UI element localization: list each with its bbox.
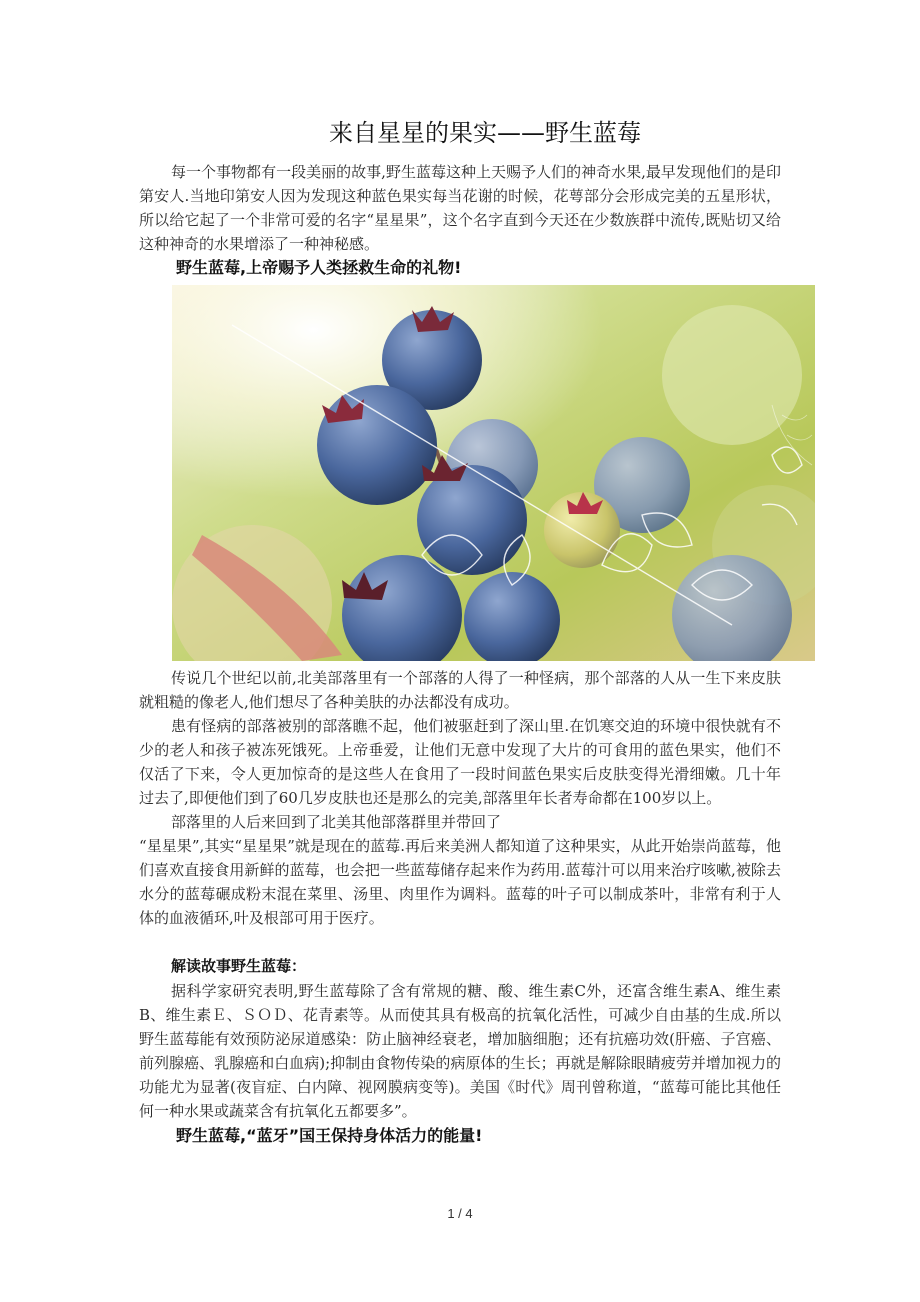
section-heading-story: 解读故事野生蓝莓： xyxy=(171,957,307,975)
document-title: 来自星星的果实——野生蓝莓 xyxy=(329,119,641,147)
page-indicator: 1 / 4 xyxy=(447,1206,473,1221)
intro-paragraph: 每一个事物都有一段美丽的故事,野生蓝莓这种上天赐予人们的神奇水果,最早发现他们的是印第安人.当地印第安人因为发现这种蓝色果实每当花谢的时候，花萼部分会形成完美的五星形状，所以给它起了一个非常可爱的名字“星星果”，这个名字直到今天还在少数族群中流传,既贴切又给这种神奇的水果增添了一种神秘感。 xyxy=(139,163,781,253)
science-paragraph-block xyxy=(139,979,781,1123)
blueberry-photo-svg xyxy=(172,285,815,661)
science-paragraph: 据科学家研究表明,野生蓝莓除了含有常规的糖、酸、维生素C外，还富含维生素A、维生素B、维生素Ｅ、ＳＯＤ、花青素等。从而使其具有极高的抗氧化活性，可减少自由基的生成.所以野生蓝莓能有效预防泌尿道感染：防止脑神经衰老，增加脑细胞；还有抗癌功效(肝癌、子宫癌、前列腺癌、乳腺癌和白血病);抑制由食物传染的病原体的生长；再就是解除眼睛疲劳并增加视力的功能尤为显著(夜盲症、白内障、视网膜病变等)。美国《时代》周刊曾称道，“蓝莓可能比其他任何一种水果或蔬菜含有抗氧化五都要多”。 xyxy=(139,982,781,1120)
legend-paragraph-block xyxy=(139,666,781,930)
blueberry-photo xyxy=(172,285,815,661)
section-heading-gift: 野生蓝莓,上帝赐予人类拯救生命的礼物! xyxy=(176,258,462,277)
legend-paragraph-3b: “星星果”,其实“星星果”就是现在的蓝莓.再后来美洲人都知道了这种果实，从此开始崇尚蓝莓，他们喜欢直接食用新鲜的蓝莓，也会把一些蓝莓储存起来作为药用.蓝莓汁可以用来治疗咳嗽,被除去水分的蓝莓碾成粉末混在菜里、汤里、肉里作为调料。蓝莓的叶子可以制成茶叶，非常有利于人体的血液循环,叶及根部可用于医疗。 xyxy=(139,837,781,927)
legend-paragraph-3a: 部落里的人后来回到了北美其他部落群里并带回了 xyxy=(171,813,502,831)
legend-paragraph-2: 患有怪病的部落被别的部落瞧不起，他们被驱赶到了深山里.在饥寒交迫的环境中很快就有不少的老人和孩子被冻死饿死。上帝垂爱，让他们无意中发现了大片的可食用的蓝色果实，他们不仅活了下来，令人更加惊奇的是这些人在食用了一段时间蓝色果实后皮肤变得光滑细嫩。几十年过去了,即便他们到了60几岁皮肤也还是那么的完美,部落里年长者寿命都在100岁以上。 xyxy=(139,717,781,807)
legend-paragraph-1: 传说几个世纪以前,北美部落里有一个部落的人得了一种怪病，那个部落的人从一生下来皮肤就粗糙的像老人,他们想尽了各种美肤的办法都没有成功。 xyxy=(139,669,781,711)
intro-paragraph-block xyxy=(139,160,781,256)
section-heading-bluetooth: 野生蓝莓,“蓝牙”国王保持身体活力的能量! xyxy=(176,1126,483,1145)
